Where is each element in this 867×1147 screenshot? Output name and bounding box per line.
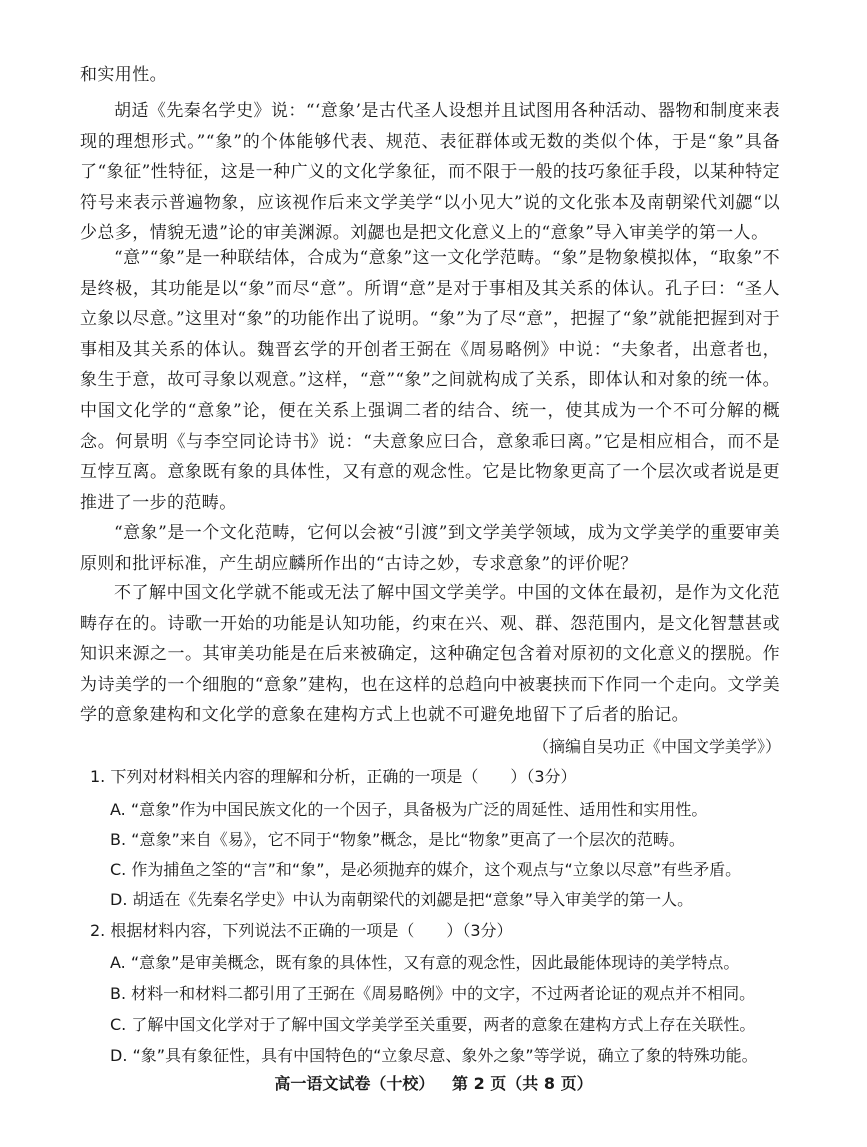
page-number: 第 2 页（共 8 页） [452, 1074, 593, 1093]
question-stem: 1. 下列对材料相关内容的理解和分析，正确的一项是（ ）（3分） [90, 767, 577, 786]
question-stem: 2. 根据材料内容，下列说法不正确的一项是（ ）（3分） [90, 921, 513, 940]
option-c: C. 了解中国文化学对于了解中国文学美学至关重要，两者的意象在建构方式上存在关联性。 [110, 1015, 756, 1034]
option-b: B. 材料一和材料二都引用了王弼在《周易略例》中的文字，不过两者论证的观点并不相同。 [110, 984, 756, 1003]
option-d: D. “象”具有象征性，具有中国特色的“立象尽意、象外之象”等学说，确立了象的特殊功能。 [110, 1046, 758, 1065]
passage-paragraph: 胡适《先秦名学史》说：“‘意象’是古代圣人设想并且试图用各种活动、器物和制度来表现的理想形式。”“象”的个体能够代表、规范、表征群体或无数的类似个体，于是“象”具备了“象征”性特征，这是一种广义的文化学象征，而不限于一般的技巧象征手段，以某种特定符号来表示普遍物象，应该视作后来文学美学“以小见大”说的文化张本及南朝梁代刘勰“以少总多，情貌无遗”论的审美渊源。刘勰也是把文化意义上的“意象”导入审美学的第一人。 [80, 101, 780, 244]
passage-paragraph: “意象”是一个文化范畴，它何以会被“引渡”到文学美学领域，成为文学美学的重要审美原则和批评标准，产生胡应麟所作出的“古诗之妙，专求意象”的评价呢？ [80, 523, 780, 574]
page-footer [0, 1071, 867, 1094]
passage-paragraph: “意”“象”是一种联结体，合成为“意象”这一文化学范畴。“象”是物象模拟体，“取象”不是终极，其功能是以“象”而尽“意”。所谓“意”是对于事相及其关系的体认。孔子曰：“圣人立象以尽意。”这里对“象”的功能作出了说明。“象”为了尽“意”，把握了“象”就能把握到对于事相及其关系的体认。魏晋玄学的开创者王弼在《周易略例》中说：“夫象者，出意者也，象生于意，故可寻象以观意。”这样，“意”“象”之间就构成了关系，即体认和对象的统一体。中国文化学的“意象”论，便在关系上强调二者的结合、统一，使其成为一个不可分解的概念。何景明《与李空同论诗书》说：“夫意象应曰合，意象乖曰离。”它是相应相合，而不是互悖互离。意象既有象的具体性，又有意的观念性。它是比物象更高了一个层次或者说是更推进了一步的范畴。 [80, 248, 780, 513]
source-citation: （摘编自吴功正《中国文学美学》） [532, 737, 781, 756]
option-c: C. 作为捕鱼之筌的“言”和“象”，是必须抛弃的媒介，这个观点与“立象以尽意”有些矛盾。 [110, 860, 742, 879]
option-a: A. “意象”是审美概念，既有象的具体性，又有意的观念性，因此最能体现诗的美学特点。 [110, 953, 740, 972]
exam-title: 高一语文试卷（十校） [274, 1074, 435, 1093]
passage-paragraph: 不了解中国文化学就不能或无法了解中国文学美学。中国的文体在最初，是作为文化范畴存在的。诗歌一开始的功能是认知功能，约束在兴、观、群、怨范围内，是文化智慧甚或知识来源之一。其审美功能是在后来被确定，这种确定包含着对原初的文化意义的摆脱。作为诗美学的一个细胞的“意象”建构，也在这样的总趋向中被裹挟而下作同一个走向。文学美学的意象建构和文化学的意象在建构方式上也就不可避免地留下了后者的胎记。 [80, 583, 780, 726]
option-b: B. “意象”来自《易》，它不同于“物象”概念，是比“物象”更高了一个层次的范畴。 [110, 830, 685, 849]
option-a: A. “意象”作为中国民族文化的一个因子，具备极为广泛的周延性、适用性和实用性。 [110, 800, 708, 819]
passage-paragraph: 和实用性。 [80, 65, 167, 85]
option-d: D. 胡适在《先秦名学史》中认为南朝梁代的刘勰是把“意象”导入审美学的第一人。 [110, 890, 694, 909]
